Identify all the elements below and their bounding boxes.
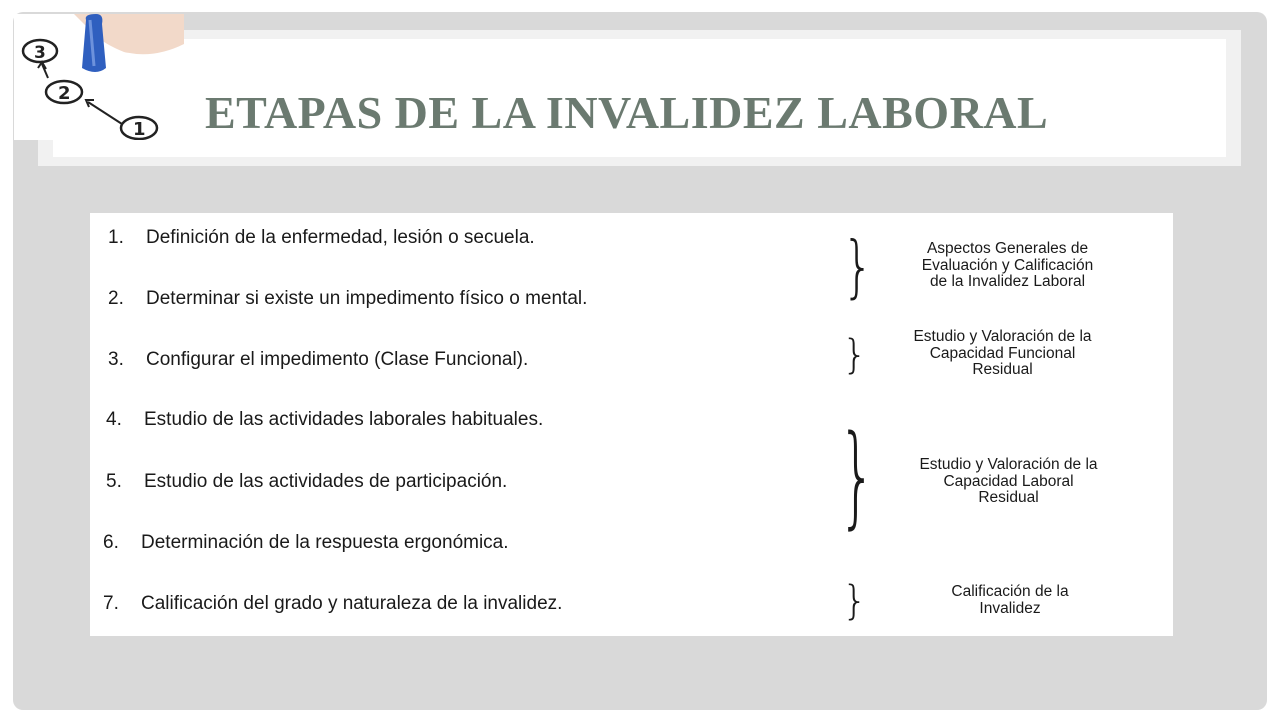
step-number: 5. — [106, 471, 122, 492]
step-text: Estudio de las actividades laborales habituales. — [144, 409, 544, 430]
list-item — [108, 288, 587, 310]
group-label-line: Invalidez — [979, 599, 1041, 617]
step-number: 2. — [108, 288, 124, 309]
group-label-line: Residual — [972, 361, 1033, 378]
logo-number-2: 2 — [58, 83, 71, 104]
step-number: 7. — [103, 593, 119, 614]
brace-icon: } — [842, 227, 874, 306]
list-item — [103, 532, 509, 554]
step-text: Calificación del grado y naturaleza de la invalidez. — [141, 593, 563, 614]
step-text: Determinar si existe un impedimento físico o mental. — [146, 288, 588, 309]
content-card — [90, 213, 1173, 636]
group-label-general — [880, 241, 1135, 291]
step-number: 1. — [108, 227, 124, 248]
logo-number-1: 1 — [133, 119, 146, 140]
step-number: 6. — [103, 532, 119, 553]
step-number: 3. — [108, 349, 124, 370]
step-text: Estudio de las actividades de participación. — [144, 471, 508, 492]
page-title: ETAPAS DE LA INVALIDEZ LABORAL — [205, 87, 1049, 138]
list-item — [106, 409, 543, 431]
group-label-line: Capacidad Funcional — [929, 344, 1076, 362]
list-item — [108, 227, 535, 249]
group-label-line: Residual — [978, 489, 1039, 506]
group-label-qualification — [900, 584, 1120, 617]
step-text: Configurar el impedimento (Clase Funcional). — [146, 349, 529, 370]
group-label-line: de la Invalidez Laboral — [929, 273, 1086, 290]
brace-icon: } — [838, 411, 877, 542]
group-label-line: Evaluación y Calificación — [921, 256, 1094, 274]
step-text: Determinación de la respuesta ergonómica. — [141, 532, 509, 553]
group-label-line: Capacidad Laboral — [943, 472, 1074, 490]
group-label-line: Estudio y Valoración de la — [919, 456, 1098, 473]
group-label-labor — [876, 457, 1141, 507]
step-text: Definición de la enfermedad, lesión o secuela. — [146, 227, 535, 248]
group-label-line: Estudio y Valoración de la — [913, 328, 1092, 345]
logo-number-3: 3 — [34, 43, 46, 63]
step-number: 4. — [106, 409, 122, 430]
steps-logo-icon — [14, 14, 184, 140]
list-item — [108, 349, 528, 371]
group-label-line: Calificación de la — [951, 583, 1069, 600]
list-item — [103, 593, 562, 615]
group-label-functional — [870, 329, 1135, 379]
list-item — [106, 471, 507, 493]
group-label-line: Aspectos Generales de — [926, 240, 1089, 257]
brace-icon: } — [842, 578, 868, 624]
brace-icon: } — [842, 332, 868, 378]
